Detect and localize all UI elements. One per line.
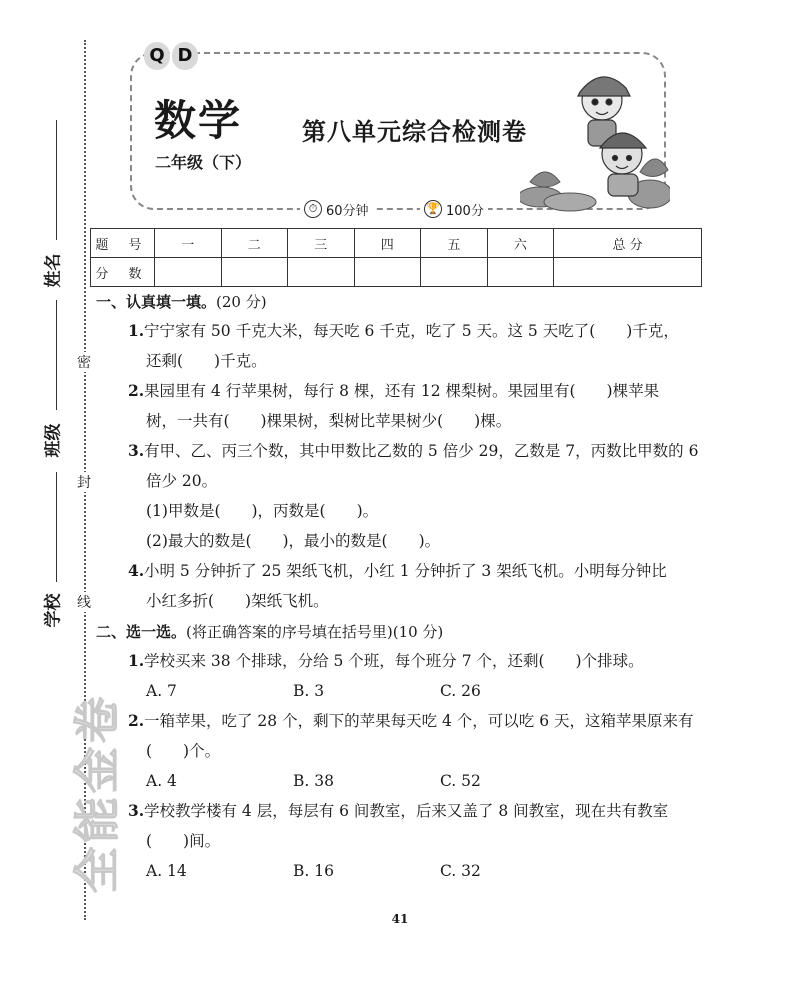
q-number: 3. bbox=[128, 801, 145, 820]
binding-char-xian: 线 bbox=[76, 592, 92, 612]
col-6: 六 bbox=[487, 229, 554, 258]
q-text: 学校教学楼有 4 层，每层有 6 间教室，后来又盖了 8 间教室，现在共有教室 bbox=[144, 802, 669, 820]
q-number: 4. bbox=[128, 561, 145, 580]
option-b[interactable]: B. 38 bbox=[293, 772, 334, 790]
section-2-title: 二、选一选。 bbox=[96, 623, 187, 641]
row-label-score: 分 数 bbox=[91, 258, 155, 287]
s2-q2-line2: ( )个。 bbox=[146, 742, 221, 760]
score-cell-2[interactable] bbox=[221, 258, 288, 287]
s1-q2-line1 bbox=[96, 376, 706, 406]
children-illustration bbox=[520, 62, 670, 212]
q-text: 果园里有 4 行苹果树，每行 8 棵，还有 12 棵梨树。果园里有( )棵苹果 bbox=[144, 382, 660, 400]
total-score bbox=[420, 198, 488, 220]
q-text: 小明 5 分钟折了 25 架纸飞机，小红 1 分钟折了 3 架纸飞机。小明每分钟比 bbox=[144, 562, 667, 580]
s1-q2-line2: 树，一共有( )棵果树，梨树比苹果树少( )棵。 bbox=[146, 412, 512, 430]
grade-label: 二年级（下） bbox=[155, 153, 252, 172]
qd-badge bbox=[144, 42, 198, 70]
option-c[interactable]: C. 52 bbox=[440, 772, 481, 790]
section-2-points: (将正确答案的序号填在括号里)(10 分) bbox=[186, 623, 444, 641]
badge-letter-q: Q bbox=[144, 42, 170, 70]
col-3: 三 bbox=[288, 229, 355, 258]
q-text: 一箱苹果，吃了 28 个，剩下的苹果每天吃 4 个，可以吃 6 天，这箱苹果原来有 bbox=[144, 712, 694, 730]
binding-char-mi: 密 bbox=[76, 352, 92, 372]
q-number: 1. bbox=[128, 651, 145, 670]
s1-q3-sub1: (1)甲数是( )，丙数是( )。 bbox=[146, 502, 379, 520]
score-cell-4[interactable] bbox=[354, 258, 421, 287]
q-number: 2. bbox=[128, 381, 145, 400]
s1-q3-sub2: (2)最大的数是( )，最小的数是( )。 bbox=[146, 532, 441, 550]
col-2: 二 bbox=[221, 229, 288, 258]
score-cell-5[interactable] bbox=[421, 258, 488, 287]
school-field-label: 学校 bbox=[43, 593, 64, 628]
option-b[interactable]: B. 3 bbox=[293, 682, 325, 700]
s2-q1-line1 bbox=[96, 646, 706, 676]
score-table bbox=[90, 228, 702, 287]
page-number: 41 bbox=[391, 912, 409, 926]
time-limit bbox=[300, 198, 373, 220]
question-content bbox=[96, 288, 706, 886]
s2-q2-options bbox=[96, 766, 706, 796]
option-b[interactable]: B. 16 bbox=[293, 862, 334, 880]
q-number: 3. bbox=[128, 441, 145, 460]
s2-q3-line1 bbox=[96, 796, 706, 826]
option-a[interactable]: A. 7 bbox=[146, 682, 177, 700]
col-5: 五 bbox=[421, 229, 488, 258]
option-c[interactable]: C. 32 bbox=[440, 862, 481, 880]
q-text: 有甲、乙、丙三个数，其中甲数比乙数的 5 倍少 29，乙数是 7，丙数比甲数的 6 bbox=[144, 442, 699, 460]
total-score-text: 100分 bbox=[446, 203, 484, 219]
option-a[interactable]: A. 14 bbox=[146, 862, 187, 880]
q-number: 1. bbox=[128, 321, 145, 340]
q-text: 学校买来 38 个排球，分给 5 个班，每个班分 7 个，还剩( )个排球。 bbox=[144, 652, 644, 670]
unit-title: 第八单元综合检测卷 bbox=[302, 117, 527, 146]
score-cell-total[interactable] bbox=[554, 258, 702, 287]
section-1-heading bbox=[96, 288, 706, 316]
score-cell-1[interactable] bbox=[155, 258, 222, 287]
s1-q1-line1 bbox=[96, 316, 706, 346]
subject-title: 数学 bbox=[154, 96, 243, 145]
option-a[interactable]: A. 4 bbox=[146, 772, 177, 790]
class-field-line[interactable] bbox=[56, 300, 57, 410]
option-c[interactable]: C. 26 bbox=[440, 682, 481, 700]
score-cell-6[interactable] bbox=[487, 258, 554, 287]
class-field-label: 班级 bbox=[43, 423, 64, 458]
s2-q1-options bbox=[96, 676, 706, 706]
s2-q3-line2: ( )间。 bbox=[146, 832, 221, 850]
s1-q4-line1 bbox=[96, 556, 706, 586]
row-label-question: 题 号 bbox=[91, 229, 155, 258]
section-2-heading bbox=[96, 618, 706, 646]
s2-q2-line1 bbox=[96, 706, 706, 736]
q-number: 2. bbox=[128, 711, 145, 730]
col-total: 总 分 bbox=[554, 229, 702, 258]
clock-icon: ⏱ bbox=[304, 200, 322, 218]
badge-letter-d: D bbox=[172, 42, 198, 70]
time-limit-text: 60分钟 bbox=[326, 203, 369, 219]
s1-q3-line1 bbox=[96, 436, 706, 466]
q-text: 宁宁家有 50 千克大米，每天吃 6 千克，吃了 5 天。这 5 天吃了( )千克， bbox=[144, 322, 679, 340]
section-1-points: (20 分) bbox=[216, 293, 267, 311]
school-field-line[interactable] bbox=[56, 472, 57, 582]
s1-q1-line2: 还剩( )千克。 bbox=[146, 352, 267, 370]
score-table-score-row bbox=[91, 258, 702, 287]
s1-q3-line2: 倍少 20。 bbox=[146, 472, 218, 490]
col-4: 四 bbox=[354, 229, 421, 258]
brand-watermark: 全能金卷 bbox=[70, 693, 124, 893]
score-table-header-row bbox=[91, 229, 702, 258]
section-1-title: 一、认真填一填。 bbox=[96, 293, 217, 311]
col-1: 一 bbox=[155, 229, 222, 258]
score-cell-3[interactable] bbox=[288, 258, 355, 287]
s2-q3-options bbox=[96, 856, 706, 886]
s1-q4-line2: 小红多折( )架纸飞机。 bbox=[146, 592, 329, 610]
name-field-label: 姓名 bbox=[43, 253, 64, 288]
trophy-icon: 🏆 bbox=[424, 200, 442, 218]
name-field-line[interactable] bbox=[56, 120, 57, 240]
binding-char-feng: 封 bbox=[76, 472, 92, 492]
